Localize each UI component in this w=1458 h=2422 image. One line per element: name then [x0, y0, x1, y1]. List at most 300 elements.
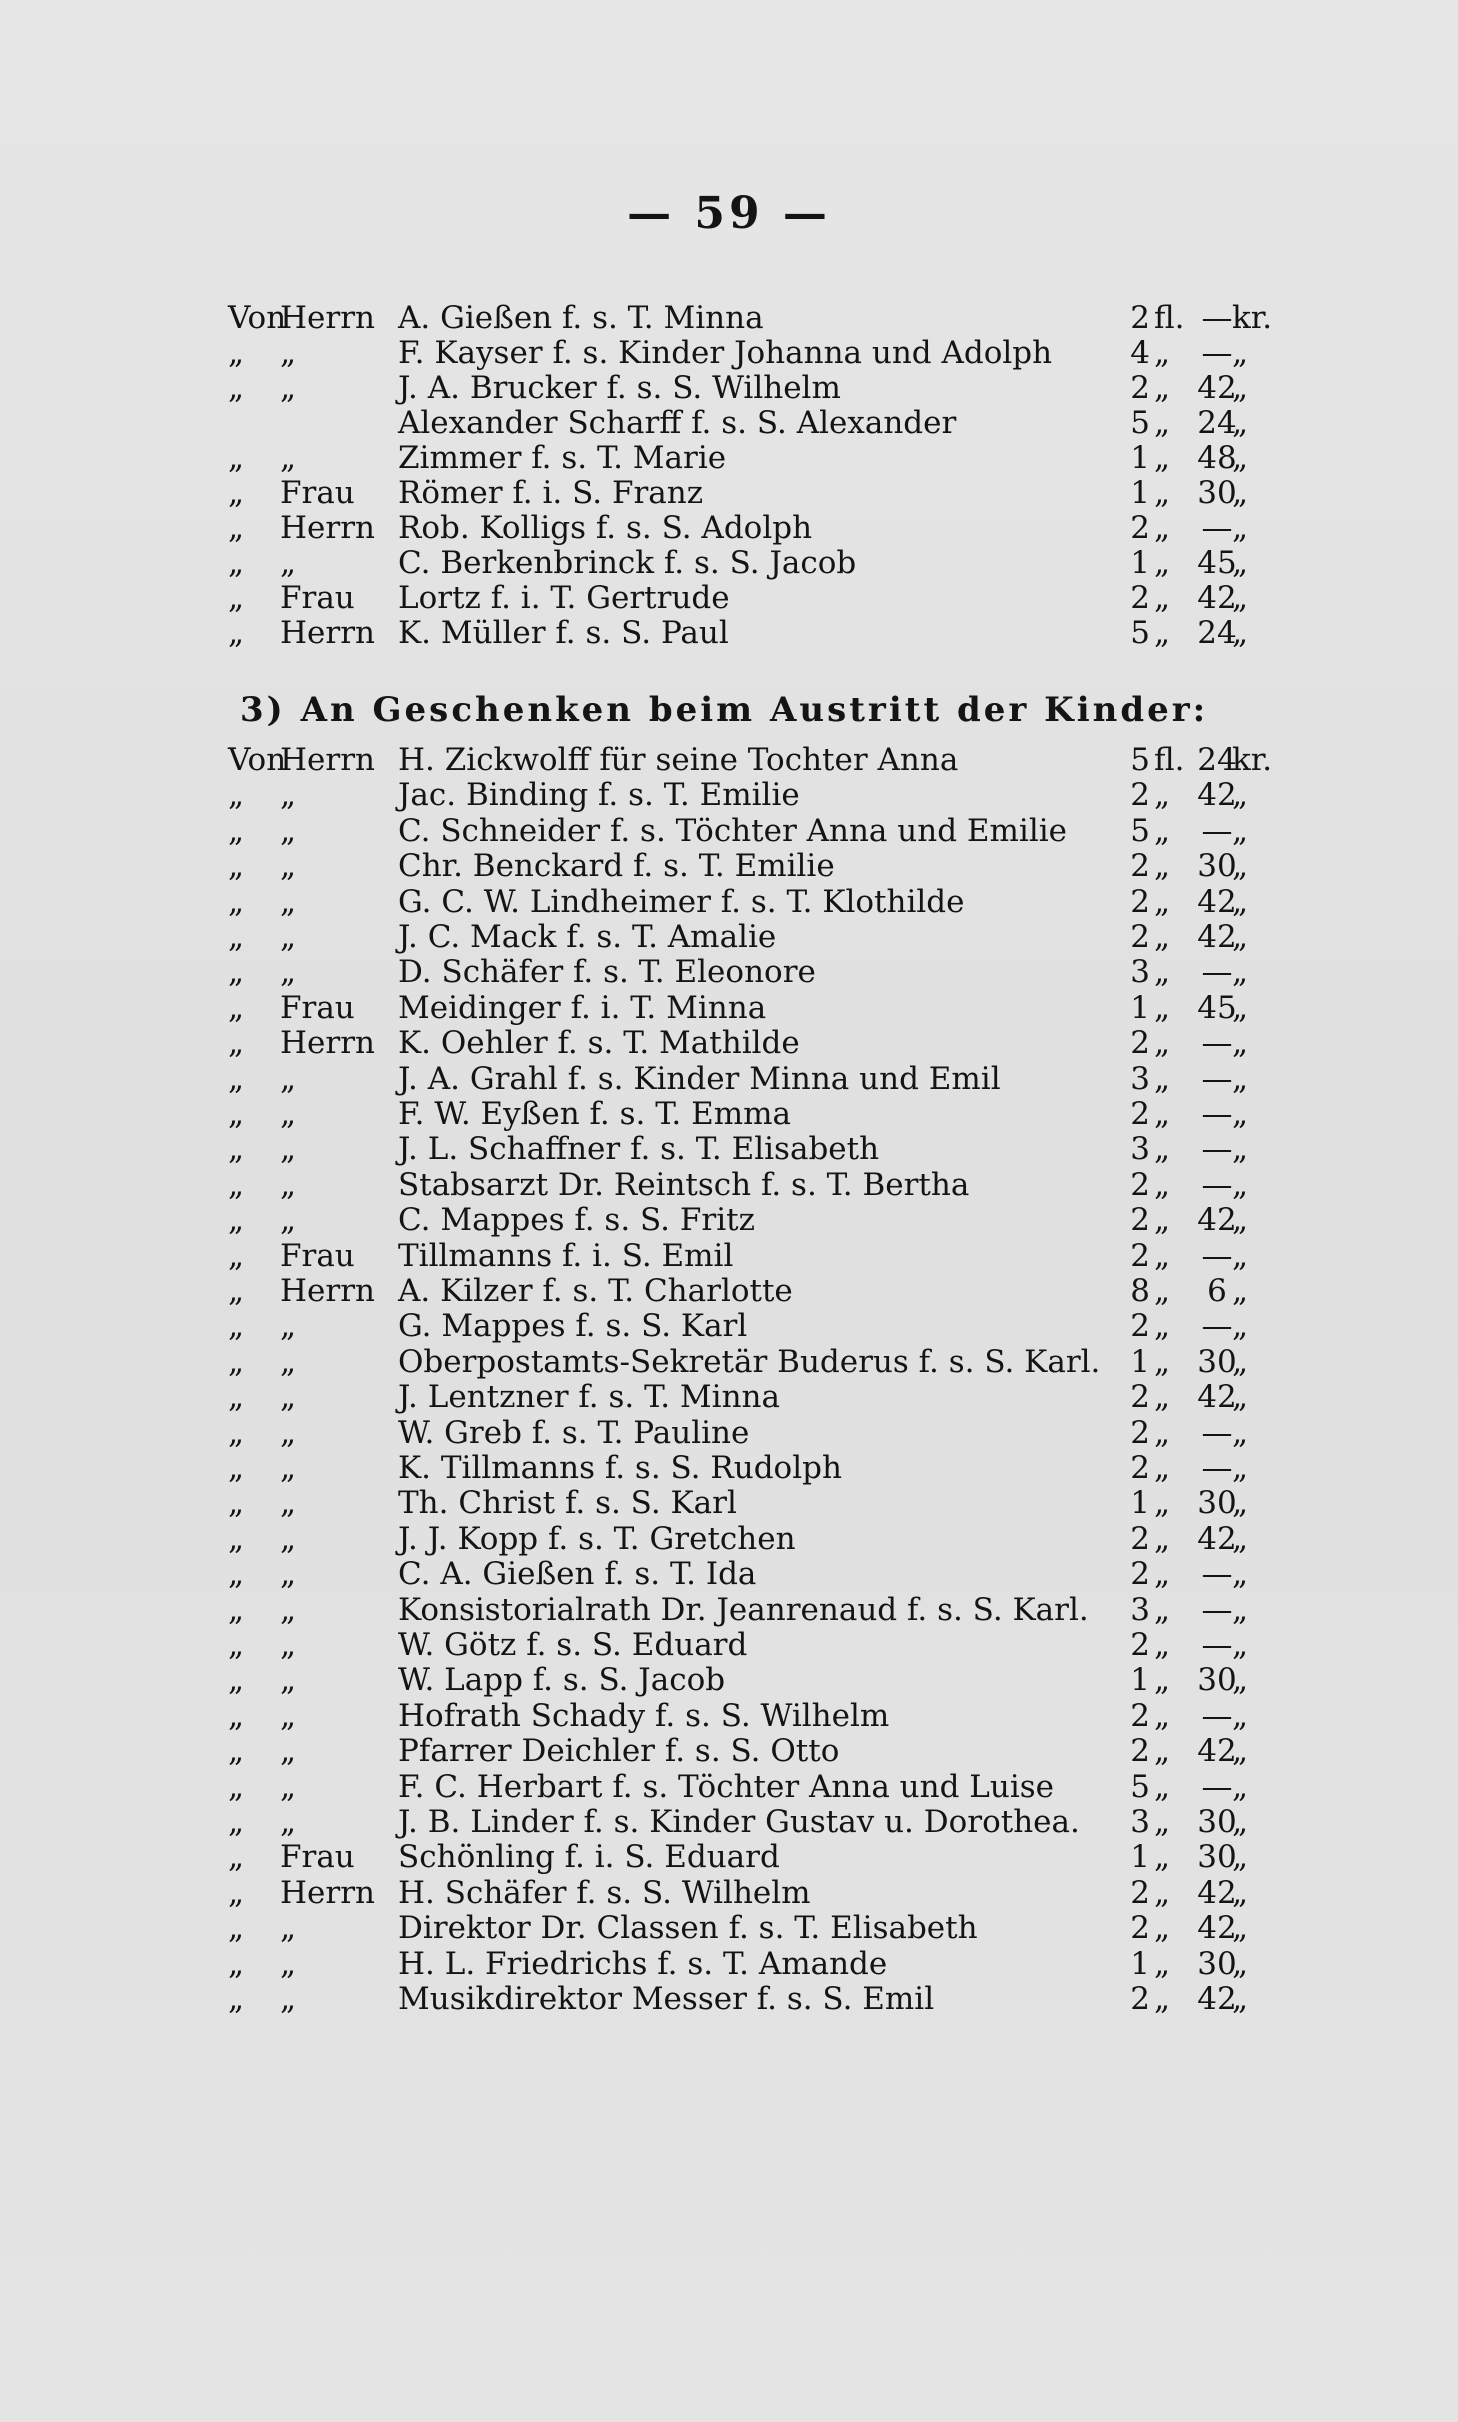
- list-item: [0, 777, 1458, 813]
- amount-fl: 5: [1130, 405, 1150, 441]
- title: „: [280, 812, 297, 849]
- unit-fl: „: [1154, 1662, 1171, 1699]
- prefix: „: [228, 1450, 245, 1486]
- entry-text: K. Oehler f. s. T. Mathilde: [398, 1025, 800, 1062]
- list-item: [0, 1910, 1458, 1946]
- unit-fl: „: [1154, 1202, 1171, 1239]
- entry-text: G. Mappes f. s. S. Karl: [398, 1308, 748, 1345]
- unit-kr: „: [1232, 1662, 1249, 1699]
- entry-text: H. Zickwolff für seine Tochter Anna: [398, 742, 959, 778]
- amount-fl: 2: [1130, 510, 1150, 546]
- title: „: [280, 1202, 297, 1239]
- unit-kr: „: [1232, 510, 1249, 546]
- title: „: [280, 1910, 297, 1947]
- entry-text: J. J. Kopp f. s. T. Gretchen: [398, 1520, 796, 1557]
- amount-kr: —: [1201, 1308, 1233, 1345]
- unit-fl: „: [1154, 954, 1171, 991]
- entry-text: A. Gießen f. s. T. Minna: [398, 300, 764, 336]
- amount-fl: 1: [1130, 1343, 1150, 1380]
- unit-fl: „: [1154, 883, 1171, 920]
- prefix: „: [228, 440, 245, 476]
- amount-kr: —: [1201, 1237, 1233, 1274]
- amount-kr: 24: [1197, 405, 1237, 441]
- unit-fl: „: [1154, 1697, 1171, 1734]
- list-item: [0, 545, 1458, 581]
- amount-fl: 2: [1130, 1308, 1150, 1345]
- unit-kr: „: [1232, 1591, 1249, 1628]
- amount-fl: 2: [1130, 777, 1150, 814]
- prefix: „: [228, 1981, 245, 2017]
- title: „: [280, 1485, 297, 1522]
- unit-kr: „: [1232, 1096, 1249, 1132]
- unit-fl: „: [1154, 1025, 1171, 1062]
- unit-kr: „: [1232, 1981, 1249, 2017]
- prefix: Von: [228, 742, 287, 778]
- prefix: „: [228, 1237, 245, 1274]
- prefix: „: [228, 1343, 245, 1380]
- list-item: [0, 1485, 1458, 1521]
- entry-text: Lortz f. i. T. Gertrude: [398, 580, 730, 616]
- unit-kr: „: [1232, 812, 1249, 849]
- unit-fl: „: [1154, 545, 1171, 581]
- entry-text: Th. Christ f. s. S. Karl: [398, 1485, 737, 1522]
- title: „: [280, 1591, 297, 1628]
- amount-kr: —: [1201, 1414, 1233, 1451]
- amount-kr: 30: [1197, 1945, 1237, 1982]
- entry-text: J. Lentzner f. s. T. Minna: [398, 1379, 780, 1416]
- title: Herrn: [280, 1025, 375, 1062]
- list-item: [0, 954, 1458, 990]
- unit-fl: „: [1154, 919, 1171, 955]
- entry-text: H. Schäfer f. s. S. Wilhelm: [398, 1874, 811, 1911]
- unit-kr: „: [1232, 1237, 1249, 1274]
- entry-text: J. L. Schaffner f. s. T. Elisabeth: [398, 1131, 880, 1168]
- prefix: „: [228, 1060, 245, 1097]
- amount-kr: 30: [1197, 1804, 1237, 1840]
- prefix: Von: [228, 300, 287, 336]
- unit-kr: „: [1232, 1379, 1249, 1416]
- prefix: „: [228, 954, 245, 991]
- amount-kr: —: [1201, 1627, 1233, 1663]
- amount-fl: 3: [1130, 1591, 1150, 1628]
- unit-fl: „: [1154, 989, 1171, 1026]
- entry-text: Oberpostamts-Sekretär Buderus f. s. S. Karl.: [398, 1343, 1101, 1380]
- title: Herrn: [280, 1273, 375, 1309]
- amount-kr: —: [1201, 335, 1233, 371]
- amount-kr: 30: [1197, 1662, 1237, 1699]
- entry-text: Tillmanns f. i. S. Emil: [398, 1237, 734, 1274]
- unit-fl: „: [1154, 1166, 1171, 1203]
- prefix: „: [228, 615, 245, 651]
- prefix: „: [228, 1839, 245, 1876]
- entry-text: Jac. Binding f. s. T. Emilie: [398, 777, 800, 814]
- amount-kr: —: [1201, 1591, 1233, 1628]
- title: „: [280, 1131, 297, 1168]
- amount-fl: 2: [1130, 1874, 1150, 1911]
- unit-kr: „: [1232, 954, 1249, 991]
- list-item: [0, 1627, 1458, 1663]
- prefix: „: [228, 475, 245, 511]
- title: „: [280, 1166, 297, 1203]
- list-item: [0, 1131, 1458, 1167]
- title: „: [280, 1060, 297, 1097]
- list-item: [0, 1273, 1458, 1309]
- unit-fl: „: [1154, 335, 1171, 371]
- unit-fl: „: [1154, 405, 1171, 441]
- amount-kr: 24: [1197, 615, 1237, 651]
- unit-kr: kr.: [1232, 300, 1273, 336]
- amount-fl: 2: [1130, 370, 1150, 406]
- unit-kr: „: [1232, 1414, 1249, 1451]
- prefix: „: [228, 919, 245, 955]
- amount-kr: 42: [1197, 883, 1237, 920]
- unit-kr: „: [1232, 1556, 1249, 1593]
- amount-fl: 2: [1130, 1697, 1150, 1734]
- unit-kr: „: [1232, 989, 1249, 1026]
- unit-fl: „: [1154, 1308, 1171, 1345]
- unit-kr: „: [1232, 335, 1249, 371]
- list-item: [0, 1733, 1458, 1769]
- amount-fl: 2: [1130, 1450, 1150, 1486]
- title: „: [280, 848, 297, 885]
- unit-fl: „: [1154, 1768, 1171, 1805]
- unit-kr: „: [1232, 1273, 1249, 1309]
- amount-kr: 48: [1197, 440, 1237, 476]
- amount-fl: 2: [1130, 1096, 1150, 1132]
- unit-kr: „: [1232, 1166, 1249, 1203]
- unit-kr: „: [1232, 545, 1249, 581]
- title: „: [280, 1804, 297, 1840]
- amount-fl: 5: [1130, 615, 1150, 651]
- unit-kr: „: [1232, 1697, 1249, 1734]
- list-item: [0, 300, 1458, 336]
- title: „: [280, 1096, 297, 1132]
- unit-kr: „: [1232, 1910, 1249, 1947]
- amount-kr: —: [1201, 1768, 1233, 1805]
- unit-fl: „: [1154, 1591, 1171, 1628]
- list-item: [0, 1415, 1458, 1451]
- entry-text: Chr. Benckard f. s. T. Emilie: [398, 848, 835, 885]
- list-item: [0, 510, 1458, 546]
- unit-fl: „: [1154, 812, 1171, 849]
- amount-fl: 2: [1130, 580, 1150, 616]
- unit-fl: „: [1154, 1485, 1171, 1522]
- unit-kr: „: [1232, 615, 1249, 651]
- unit-fl: „: [1154, 615, 1171, 651]
- entry-text: Römer f. i. S. Franz: [398, 475, 704, 511]
- prefix: „: [228, 335, 245, 371]
- prefix: „: [228, 1520, 245, 1557]
- prefix: „: [228, 848, 245, 885]
- title: „: [280, 1414, 297, 1451]
- entry-text: C. Berkenbrinck f. s. S. Jacob: [398, 545, 857, 581]
- amount-kr: 30: [1197, 1839, 1237, 1876]
- amount-kr: 42: [1197, 1981, 1237, 2017]
- prefix: „: [228, 1485, 245, 1522]
- entry-text: J. B. Linder f. s. Kinder Gustav u. Dorothea.: [398, 1804, 1080, 1840]
- amount-kr: 42: [1197, 1874, 1237, 1911]
- title: Herrn: [280, 510, 375, 546]
- amount-fl: 2: [1130, 1202, 1150, 1239]
- list-item: [0, 990, 1458, 1026]
- amount-kr: 42: [1197, 370, 1237, 406]
- amount-fl: 2: [1130, 1910, 1150, 1947]
- amount-fl: 1: [1130, 1485, 1150, 1522]
- amount-kr: 42: [1197, 1379, 1237, 1416]
- amount-kr: —: [1201, 1060, 1233, 1097]
- unit-fl: „: [1154, 510, 1171, 546]
- title: „: [280, 1450, 297, 1486]
- amount-fl: 2: [1130, 1981, 1150, 2017]
- unit-kr: „: [1232, 777, 1249, 814]
- title: „: [280, 335, 297, 371]
- title: „: [280, 1627, 297, 1663]
- prefix: „: [228, 1697, 245, 1734]
- entry-text: W. Götz f. s. S. Eduard: [398, 1627, 748, 1663]
- unit-fl: „: [1154, 1450, 1171, 1486]
- unit-fl: „: [1154, 1520, 1171, 1557]
- entry-text: F. Kayser f. s. Kinder Johanna und Adolph: [398, 335, 1053, 371]
- entry-text: Schönling f. i. S. Eduard: [398, 1839, 780, 1876]
- unit-fl: fl.: [1154, 742, 1185, 778]
- list-item: [0, 1875, 1458, 1911]
- entry-text: W. Lapp f. s. S. Jacob: [398, 1662, 726, 1699]
- list-item: [0, 1769, 1458, 1805]
- amount-fl: 2: [1130, 1166, 1150, 1203]
- unit-fl: „: [1154, 777, 1171, 814]
- unit-fl: „: [1154, 1414, 1171, 1451]
- amount-kr: —: [1201, 1025, 1233, 1062]
- list-item: [0, 1662, 1458, 1698]
- amount-fl: 2: [1130, 1379, 1150, 1416]
- title: „: [280, 1733, 297, 1770]
- amount-kr: 42: [1197, 919, 1237, 955]
- unit-kr: „: [1232, 405, 1249, 441]
- title: „: [280, 1662, 297, 1699]
- prefix: „: [228, 370, 245, 406]
- amount-kr: —: [1201, 300, 1233, 336]
- amount-fl: 5: [1130, 812, 1150, 849]
- prefix: „: [228, 1308, 245, 1345]
- entry-text: Alexander Scharff f. s. S. Alexander: [398, 405, 957, 441]
- prefix: „: [228, 1945, 245, 1982]
- amount-fl: 2: [1130, 300, 1150, 336]
- amount-fl: 1: [1130, 1662, 1150, 1699]
- unit-kr: „: [1232, 883, 1249, 920]
- amount-fl: 2: [1130, 1025, 1150, 1062]
- unit-fl: „: [1154, 1874, 1171, 1911]
- title: „: [280, 370, 297, 406]
- unit-fl: „: [1154, 1343, 1171, 1380]
- amount-fl: 8: [1130, 1273, 1150, 1309]
- prefix: „: [228, 1874, 245, 1911]
- title: „: [280, 1945, 297, 1982]
- amount-fl: 2: [1130, 919, 1150, 955]
- entry-text: W. Greb f. s. T. Pauline: [398, 1414, 750, 1451]
- title: „: [280, 1556, 297, 1593]
- prefix: „: [228, 545, 245, 581]
- unit-fl: „: [1154, 1945, 1171, 1982]
- unit-kr: „: [1232, 919, 1249, 955]
- unit-fl: „: [1154, 475, 1171, 511]
- prefix: „: [228, 1202, 245, 1239]
- prefix: „: [228, 1910, 245, 1947]
- unit-fl: „: [1154, 1839, 1171, 1876]
- unit-kr: „: [1232, 1131, 1249, 1168]
- unit-fl: „: [1154, 1733, 1171, 1770]
- amount-fl: 2: [1130, 1733, 1150, 1770]
- amount-fl: 1: [1130, 475, 1150, 511]
- amount-kr: 30: [1197, 848, 1237, 885]
- prefix: „: [228, 812, 245, 849]
- unit-kr: „: [1232, 1768, 1249, 1805]
- title: „: [280, 1981, 297, 2017]
- title: „: [280, 545, 297, 581]
- section-title: 3) An Geschenken beim Austritt der Kinder:: [240, 690, 1209, 730]
- list-item: [0, 884, 1458, 920]
- list-item: [0, 475, 1458, 511]
- unit-kr: „: [1232, 1627, 1249, 1663]
- entry-text: K. Müller f. s. S. Paul: [398, 615, 729, 651]
- entry-text: Direktor Dr. Classen f. s. T. Elisabeth: [398, 1910, 978, 1947]
- entry-text: F. C. Herbart f. s. Töchter Anna und Luise: [398, 1768, 1055, 1805]
- entry-text: H. L. Friedrichs f. s. T. Amande: [398, 1945, 888, 1982]
- prefix: „: [228, 1556, 245, 1593]
- amount-kr: 30: [1197, 475, 1237, 511]
- list-item: [0, 1379, 1458, 1415]
- prefix: „: [228, 1096, 245, 1132]
- list-item: [0, 1308, 1458, 1344]
- amount-kr: —: [1201, 1556, 1233, 1593]
- prefix: „: [228, 1733, 245, 1770]
- prefix: „: [228, 580, 245, 616]
- unit-kr: „: [1232, 580, 1249, 616]
- list-item: [0, 1096, 1458, 1132]
- amount-kr: 30: [1197, 1485, 1237, 1522]
- unit-kr: „: [1232, 1060, 1249, 1097]
- entry-text: Zimmer f. s. T. Marie: [398, 440, 727, 476]
- unit-fl: „: [1154, 1237, 1171, 1274]
- unit-fl: „: [1154, 1379, 1171, 1416]
- prefix: „: [228, 989, 245, 1026]
- unit-kr: „: [1232, 1839, 1249, 1876]
- prefix: „: [228, 1273, 245, 1309]
- prefix: „: [228, 1768, 245, 1805]
- entry-text: Hofrath Schady f. s. S. Wilhelm: [398, 1697, 890, 1734]
- unit-kr: „: [1232, 848, 1249, 885]
- entry-text: C. Mappes f. s. S. Fritz: [398, 1202, 755, 1239]
- title: „: [280, 1697, 297, 1734]
- amount-kr: 42: [1197, 1733, 1237, 1770]
- title: Frau: [280, 1839, 355, 1876]
- amount-fl: 2: [1130, 1520, 1150, 1557]
- list-item: [0, 1521, 1458, 1557]
- amount-fl: 2: [1130, 1414, 1150, 1451]
- amount-fl: 1: [1130, 1839, 1150, 1876]
- unit-fl: „: [1154, 1096, 1171, 1132]
- amount-kr: 30: [1197, 1343, 1237, 1380]
- list-item: [0, 1202, 1458, 1238]
- unit-kr: „: [1232, 1485, 1249, 1522]
- list-item: [0, 919, 1458, 955]
- unit-kr: „: [1232, 1874, 1249, 1911]
- list-item: [0, 580, 1458, 616]
- unit-fl: „: [1154, 1627, 1171, 1663]
- list-item: [0, 440, 1458, 476]
- prefix: „: [228, 777, 245, 814]
- title: Frau: [280, 580, 355, 616]
- unit-fl: „: [1154, 1060, 1171, 1097]
- amount-fl: 2: [1130, 1556, 1150, 1593]
- unit-kr: „: [1232, 1308, 1249, 1345]
- title: „: [280, 440, 297, 476]
- prefix: „: [228, 1166, 245, 1203]
- unit-fl: „: [1154, 848, 1171, 885]
- list-item: [0, 335, 1458, 371]
- list-item: [0, 1556, 1458, 1592]
- amount-kr: —: [1201, 510, 1233, 546]
- amount-fl: 5: [1130, 742, 1150, 778]
- list-item: [0, 742, 1458, 778]
- entry-text: Stabsarzt Dr. Reintsch f. s. T. Bertha: [398, 1166, 970, 1203]
- unit-kr: „: [1232, 1343, 1249, 1380]
- unit-kr: „: [1232, 1450, 1249, 1486]
- amount-fl: 3: [1130, 1804, 1150, 1840]
- amount-fl: 3: [1130, 1131, 1150, 1168]
- prefix: „: [228, 1804, 245, 1840]
- prefix: „: [228, 510, 245, 546]
- unit-fl: „: [1154, 1556, 1171, 1593]
- amount-fl: 1: [1130, 545, 1150, 581]
- unit-fl: „: [1154, 1131, 1171, 1168]
- list-item: [0, 1698, 1458, 1734]
- list-item: [0, 370, 1458, 406]
- entry-text: G. C. W. Lindheimer f. s. T. Klothilde: [398, 883, 965, 920]
- page-number: — 59 —: [627, 188, 831, 239]
- amount-fl: 1: [1130, 440, 1150, 476]
- amount-fl: 3: [1130, 954, 1150, 991]
- amount-fl: 4: [1130, 335, 1150, 371]
- entry-text: Konsistorialrath Dr. Jeanrenaud f. s. S. Karl.: [398, 1591, 1089, 1628]
- title: „: [280, 777, 297, 814]
- list-item: [0, 1344, 1458, 1380]
- unit-fl: fl.: [1154, 300, 1185, 336]
- amount-fl: 2: [1130, 848, 1150, 885]
- unit-fl: „: [1154, 1273, 1171, 1309]
- amount-kr: —: [1201, 954, 1233, 991]
- amount-fl: 5: [1130, 1768, 1150, 1805]
- list-item: [0, 848, 1458, 884]
- title: „: [280, 1768, 297, 1805]
- list-item: [0, 1061, 1458, 1097]
- title: „: [280, 919, 297, 955]
- unit-kr: „: [1232, 1733, 1249, 1770]
- list-item: [0, 405, 1458, 441]
- unit-kr: „: [1232, 440, 1249, 476]
- entry-text: A. Kilzer f. s. T. Charlotte: [398, 1273, 793, 1309]
- unit-kr: „: [1232, 475, 1249, 511]
- entry-text: C. Schneider f. s. Töchter Anna und Emilie: [398, 812, 1068, 849]
- unit-kr: kr.: [1232, 742, 1273, 778]
- title: „: [280, 883, 297, 920]
- unit-fl: „: [1154, 370, 1171, 406]
- amount-kr: 45: [1197, 545, 1237, 581]
- list-item: [0, 1946, 1458, 1982]
- title: Herrn: [280, 300, 375, 336]
- amount-kr: —: [1201, 1096, 1233, 1132]
- prefix: „: [228, 1627, 245, 1663]
- entry-text: K. Tillmanns f. s. S. Rudolph: [398, 1450, 842, 1486]
